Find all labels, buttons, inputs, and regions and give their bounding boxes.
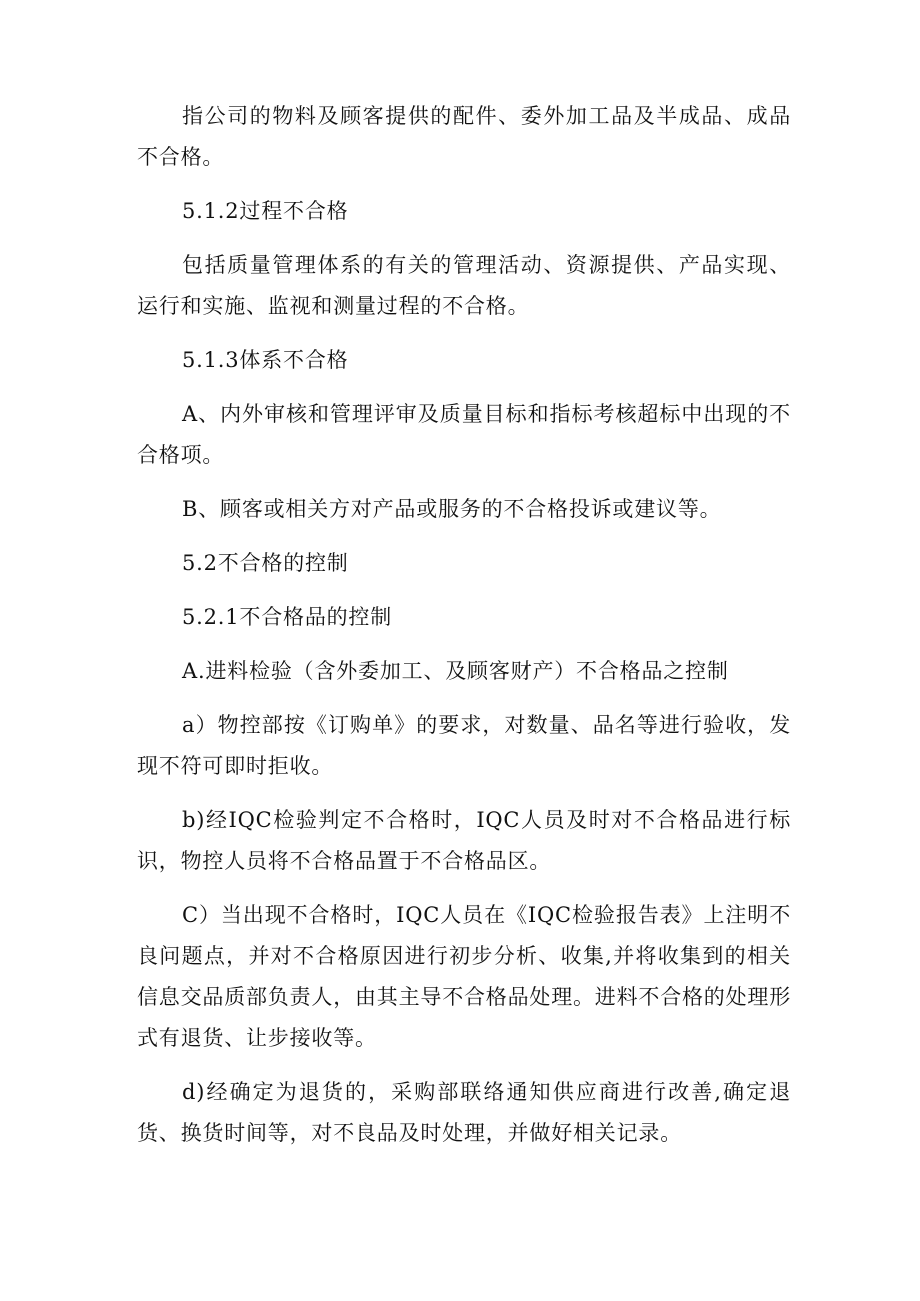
paragraph-item-a-audit: A、内外审核和管理评审及质量目标和指标考核超标中出现的不合格项。 [137, 402, 791, 467]
paragraph-item-b-lower: b)经IQC检验判定不合格时，IQC人员及时对不合格品进行标识，物控人员将不合格品置于不合格品区。 [137, 808, 791, 873]
paragraph-scope-materials: 指公司的物料及顾客提供的配件、委外加工品及半成品、成品不合格。 [137, 104, 791, 169]
document-body [137, 96, 791, 1167]
heading-5-2: 5.2不合格的控制 [182, 551, 349, 575]
paragraph-item-a-lower: a）物控部按《订购单》的要求，对数量、品名等进行验收，发现不符可即时拒收。 [137, 713, 791, 778]
paragraph-item-c: C）当出现不合格时，IQC人员在《IQC检验报告表》上注明不良问题点，并对不合格原因进行初步分析、收集,并将收集到的相关信息交品质部负责人，由其主导不合格品处理。进料不合格的处理形式有退货、让步接收等。 [137, 903, 791, 1050]
heading-5-1-3: 5.1.3体系不合格 [182, 348, 349, 372]
heading-5-1-2: 5.1.2过程不合格 [182, 199, 349, 223]
paragraph-incoming-inspection: A.进料检验（含外委加工、及顾客财产）不合格品之控制 [182, 659, 729, 683]
heading-5-2-1: 5.2.1不合格品的控制 [182, 605, 393, 629]
paragraph-item-d: d)经确定为退货的，采购部联络通知供应商进行改善,确定退货、换货时间等，对不良品及时处理，并做好相关记录。 [137, 1080, 791, 1145]
paragraph-process-nonconformity: 包括质量管理体系的有关的管理活动、资源提供、产品实现、运行和实施、监视和测量过程的不合格。 [137, 253, 791, 318]
paragraph-item-b-complaints: B、顾客或相关方对产品或服务的不合格投诉或建议等。 [182, 497, 722, 521]
